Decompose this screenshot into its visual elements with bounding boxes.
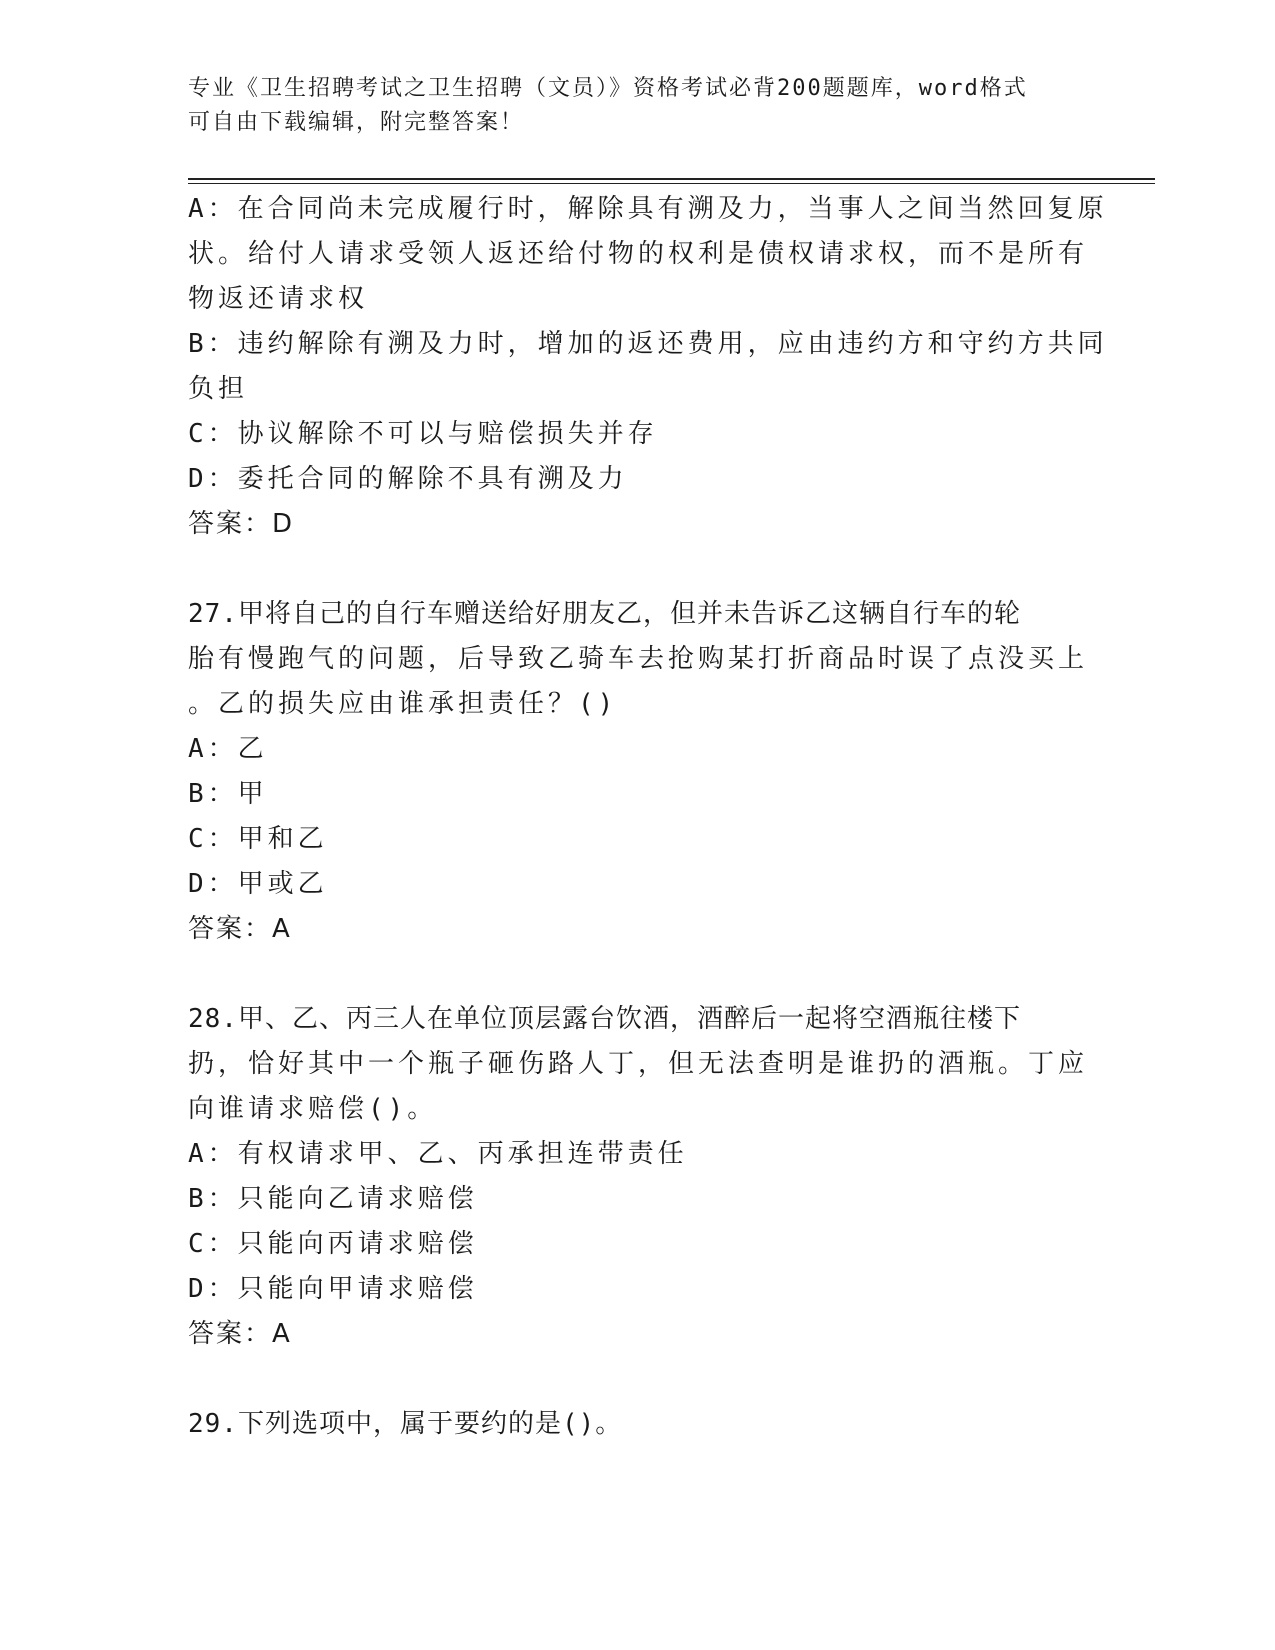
question-stem-line-3: 。乙的损失应由谁承担责任？()	[188, 689, 618, 719]
question-29	[188, 1402, 1088, 1447]
question-content	[188, 187, 1108, 1447]
option-a-line-1: A：在合同尚未完成履行时，解除具有溯及力，当事人之间当然回复原	[188, 194, 1108, 224]
spacer	[188, 1357, 1088, 1402]
question-stem-line-2: 扔，恰好其中一个瓶子砸伤路人丁，但无法查明是谁扔的酒瓶。丁应	[188, 1049, 1089, 1079]
option-c: C：只能向丙请求赔偿	[188, 1229, 478, 1259]
option-b-line-1: B：违约解除有溯及力时，增加的返还费用，应由违约方和守约方共同	[188, 329, 1108, 359]
option-a-line-3: 物返还请求权	[188, 284, 369, 314]
question-stem-line-3: 向谁请求赔偿()。	[188, 1094, 438, 1124]
option-d: D：只能向甲请求赔偿	[188, 1274, 478, 1304]
header-divider-thick	[188, 178, 1155, 180]
option-d: D：甲或乙	[188, 869, 328, 899]
document-header	[188, 72, 1068, 140]
option-b: B：甲	[188, 779, 268, 809]
option-c: C：协议解除不可以与赔偿损失并存	[188, 419, 658, 449]
option-a: A：乙	[188, 734, 268, 764]
header-line-1: 专业《卫生招聘考试之卫生招聘（文员）》资格考试必背200题题库，word格式	[188, 76, 1028, 101]
option-d: D：委托合同的解除不具有溯及力	[188, 464, 628, 494]
answer-label: 答案：A	[188, 1319, 292, 1349]
question-stem-line-1: 27.甲将自己的自行车赠送给好朋友乙，但并未告诉乙这辆自行车的轮	[188, 599, 1021, 629]
option-a-line-2: 状。给付人请求受领人返还给付物的权利是债权请求权，而不是所有	[188, 239, 1089, 269]
option-a: A：有权请求甲、乙、丙承担连带责任	[188, 1139, 688, 1169]
option-b: B：只能向乙请求赔偿	[188, 1184, 478, 1214]
answer-label: 答案：D	[188, 509, 295, 539]
question-stem-line-1: 28.甲、乙、丙三人在单位顶层露台饮酒，酒醉后一起将空酒瓶往楼下	[188, 1004, 1021, 1034]
option-c: C：甲和乙	[188, 824, 328, 854]
question-26-tail	[188, 187, 1108, 547]
question-stem-line-1: 29.下列选项中，属于要约的是()。	[188, 1409, 623, 1439]
spacer	[188, 952, 1088, 997]
answer-label: 答案：A	[188, 914, 292, 944]
spacer	[188, 547, 1088, 592]
question-28	[188, 997, 1088, 1357]
header-line-2: 可自由下载编辑，附完整答案！	[188, 110, 525, 135]
question-27	[188, 592, 1088, 952]
option-b-line-2: 负担	[188, 374, 249, 404]
question-stem-line-2: 胎有慢跑气的问题，后导致乙骑车去抢购某打折商品时误了点没买上	[188, 644, 1089, 674]
header-divider-thin	[188, 183, 1155, 184]
